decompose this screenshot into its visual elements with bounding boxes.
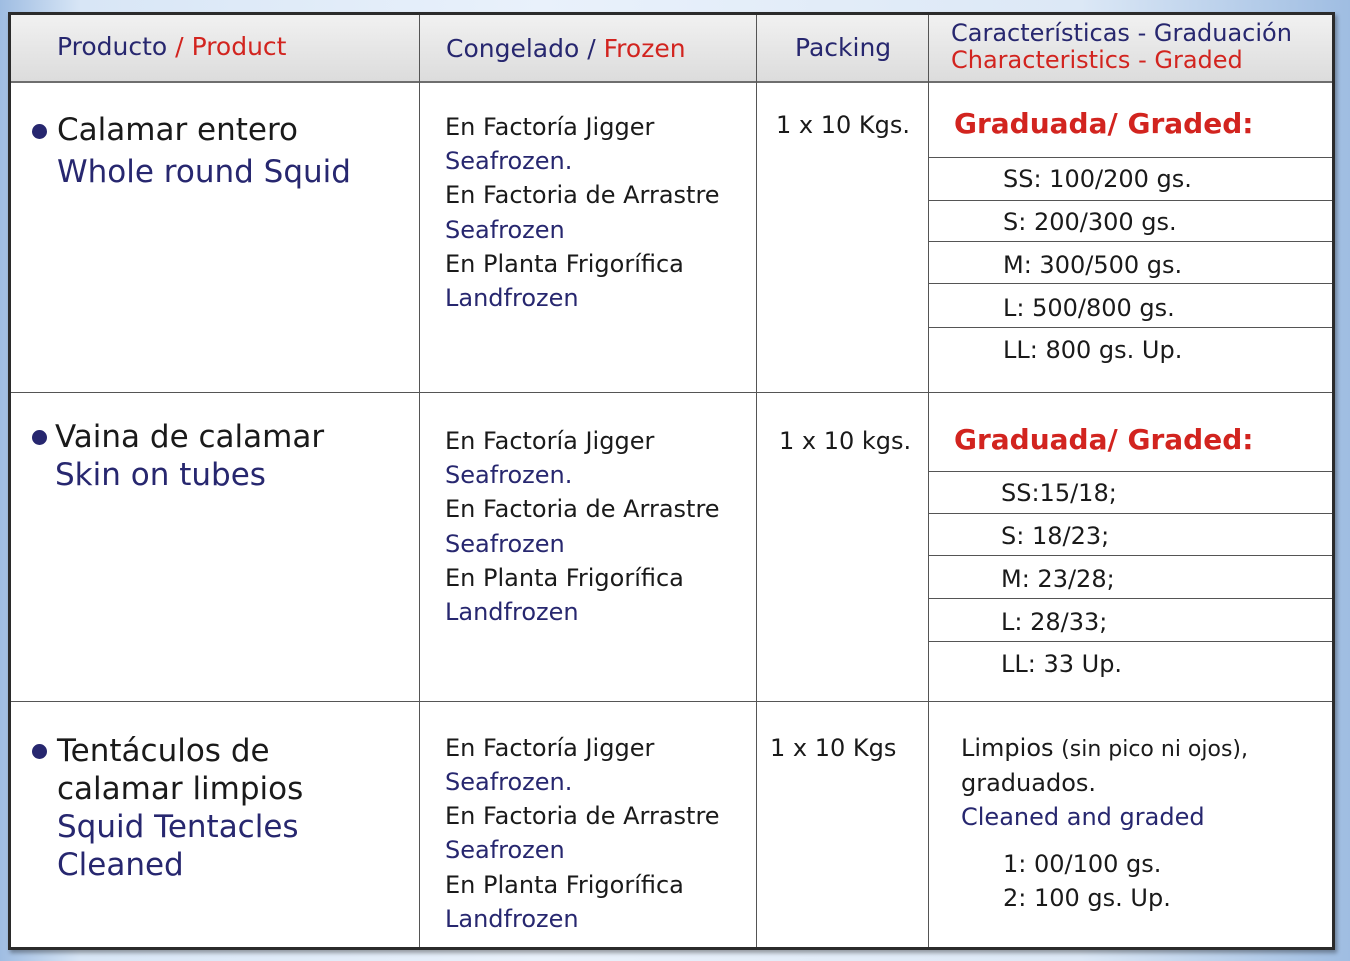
frozen-method: En Factoria de Arrastre <box>445 495 720 523</box>
frozen-type: Seafrozen. <box>445 768 573 796</box>
frozen-method: En Factoria de Arrastre <box>445 802 720 830</box>
packing-value: 1 x 10 Kgs <box>770 734 897 762</box>
frozen-type: Landfrozen <box>445 284 579 312</box>
product-name-en: Skin on tubes <box>55 457 266 493</box>
row-divider <box>11 701 1332 702</box>
product-name-es: calamar limpios <box>57 771 304 807</box>
grade-divider <box>929 157 1332 158</box>
frozen-type: Seafrozen <box>445 530 565 558</box>
frozen-type: Seafrozen <box>445 216 565 244</box>
grade-value: SS:15/18; <box>1001 479 1117 507</box>
header-product-es: Producto <box>57 32 168 61</box>
header-frozen <box>446 36 686 61</box>
header-product <box>57 34 286 59</box>
cleaned-graded-en: Cleaned and graded <box>961 803 1205 831</box>
frozen-type: Seafrozen <box>445 836 565 864</box>
grade-value: 2: 100 gs. Up. <box>1003 884 1171 912</box>
grade-title: Graduada/ Graded: <box>954 107 1254 140</box>
frozen-method: En Factoría Jigger <box>445 734 655 762</box>
frozen-method: En Factoría Jigger <box>445 113 655 141</box>
product-name-es: Calamar entero <box>57 112 299 148</box>
header-characteristics-en: Characteristics - Graded <box>951 46 1243 74</box>
header-packing: Packing <box>795 33 892 62</box>
grade-divider <box>929 200 1332 201</box>
header-separator: / <box>587 34 596 63</box>
grade-title: Graduada/ Graded: <box>954 423 1254 456</box>
grade-divider <box>929 513 1332 514</box>
frozen-type: Landfrozen <box>445 905 579 933</box>
product-name-es: Tentáculos de <box>57 733 270 769</box>
grade-value: LL: 800 gs. Up. <box>1003 336 1183 364</box>
frozen-method: En Planta Frigorífica <box>445 564 684 592</box>
bullet-icon <box>32 430 47 445</box>
grade-value: L: 28/33; <box>1001 608 1108 636</box>
frozen-method: En Planta Frigorífica <box>445 250 684 278</box>
frozen-type: Seafrozen. <box>445 461 573 489</box>
bullet-icon <box>32 124 47 139</box>
grade-divider <box>929 283 1332 284</box>
grade-divider <box>929 598 1332 599</box>
header-separator: / <box>175 32 184 61</box>
squid-products-table <box>8 12 1335 950</box>
grade-value: M: 300/500 gs. <box>1003 251 1183 279</box>
grade-divider <box>929 241 1332 242</box>
header-product-en: Product <box>191 32 287 61</box>
frozen-type: Seafrozen. <box>445 147 573 175</box>
grade-value: SS: 100/200 gs. <box>1003 165 1192 193</box>
grade-value: S: 18/23; <box>1001 522 1110 550</box>
product-name-en: Cleaned <box>57 847 184 883</box>
header-characteristics-es: Características - Graduación <box>951 19 1292 47</box>
cleaning-description <box>961 736 1248 761</box>
grade-value: M: 23/28; <box>1001 565 1115 593</box>
grade-value: LL: 33 Up. <box>1001 650 1123 678</box>
frozen-method: En Planta Frigorífica <box>445 871 684 899</box>
column-divider <box>756 15 757 947</box>
cleaning-label: Limpios <box>961 734 1054 762</box>
product-name-en: Squid Tentacles <box>57 809 299 845</box>
graded-label: graduados. <box>961 769 1097 797</box>
cleaning-detail: (sin pico ni ojos), <box>1061 737 1248 762</box>
column-divider <box>928 15 929 947</box>
bullet-icon <box>32 744 47 759</box>
grade-value: L: 500/800 gs. <box>1003 294 1175 322</box>
product-name-en: Whole round Squid <box>57 154 351 190</box>
header-frozen-es: Congelado <box>446 34 580 63</box>
grade-divider <box>929 471 1332 472</box>
frozen-method: En Factoria de Arrastre <box>445 181 720 209</box>
grade-divider <box>929 641 1332 642</box>
product-name-es: Vaina de calamar <box>55 419 325 455</box>
header-frozen-en: Frozen <box>603 34 686 63</box>
packing-value: 1 x 10 Kgs. <box>776 111 911 139</box>
packing-value: 1 x 10 kgs. <box>779 427 912 455</box>
frozen-type: Landfrozen <box>445 598 579 626</box>
grade-divider <box>929 327 1332 328</box>
frozen-method: En Factoría Jigger <box>445 427 655 455</box>
grade-value: 1: 00/100 gs. <box>1003 850 1162 878</box>
grade-value: S: 200/300 gs. <box>1003 208 1177 236</box>
column-divider <box>419 15 420 947</box>
row-divider <box>11 392 1332 393</box>
grade-divider <box>929 555 1332 556</box>
